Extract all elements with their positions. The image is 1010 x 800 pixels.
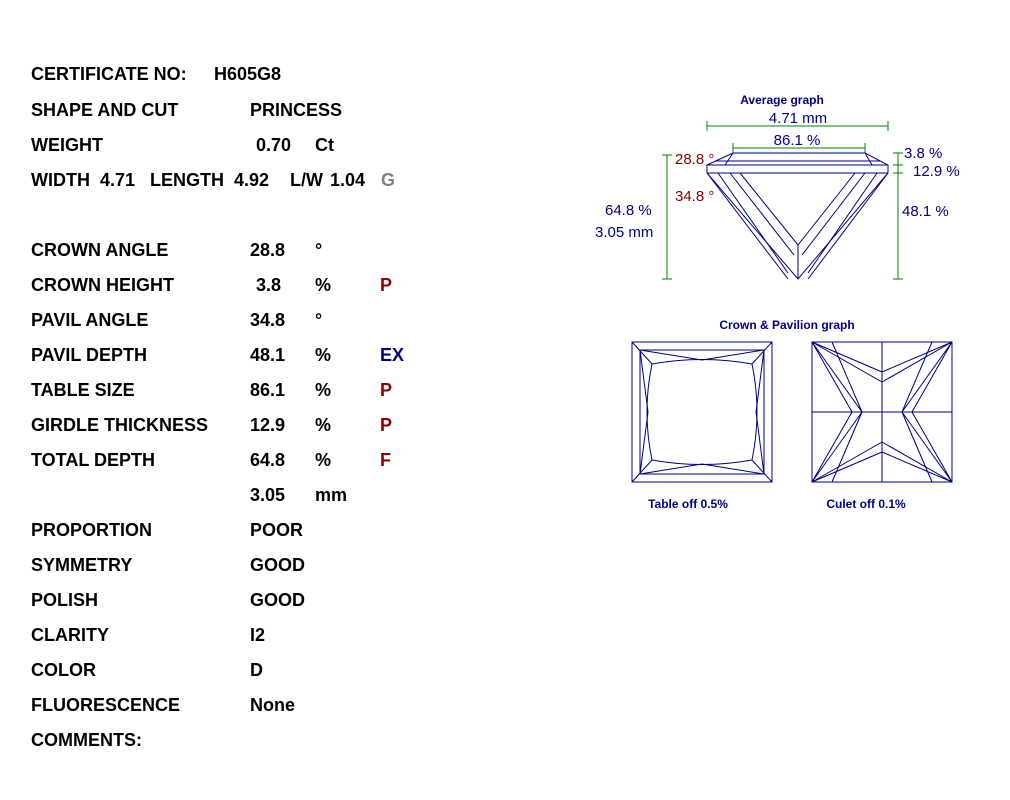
lw-grade: G — [381, 170, 396, 190]
crown-angle-label: 28.8 ° — [675, 151, 715, 168]
pavilion-angle-label: 34.8 ° — [675, 188, 715, 205]
average-graph-title: Average graph — [740, 93, 824, 107]
certificate-number: H605G8 — [214, 64, 282, 84]
crown-pavilion-title: Crown & Pavilion graph — [719, 318, 855, 332]
lw-value: 1.04 — [330, 170, 366, 190]
shape-label: SHAPE AND CUT — [31, 100, 179, 120]
total-depth-pct-label: 64.8 % — [605, 202, 652, 219]
grade-value: I2 — [250, 625, 266, 645]
measurement-unit: ° — [315, 310, 323, 330]
grade-value: D — [250, 660, 263, 680]
weight-label: WEIGHT — [31, 135, 103, 155]
grade-label: SYMMETRY — [31, 555, 133, 575]
grade-label: CLARITY — [31, 625, 109, 645]
weight-value: 0.70 — [256, 135, 292, 155]
measurement-unit: % — [315, 275, 332, 295]
measurement-label: PAVIL ANGLE — [31, 310, 149, 330]
measurement-label: GIRDLE THICKNESS — [31, 415, 209, 435]
width-value: 4.71 — [100, 170, 136, 190]
crown-height-label: 3.8 % — [904, 145, 943, 162]
width-label: WIDTH — [31, 170, 90, 190]
measurement-grade: P — [380, 275, 393, 295]
crown-top-view — [632, 342, 772, 482]
pavilion-bottom-view — [812, 342, 952, 482]
grade-label: POLISH — [31, 590, 99, 610]
length-label: LENGTH — [150, 170, 224, 190]
shape-value: PRINCESS — [250, 100, 343, 120]
pavilion-depth-label: 48.1 % — [902, 203, 949, 220]
measurement-grade: F — [380, 450, 391, 470]
measurement-value: 86.1 — [250, 380, 286, 400]
table-off-label: Table off 0.5% — [648, 497, 728, 511]
measurement-unit: % — [315, 380, 332, 400]
measurement-grade: P — [380, 415, 393, 435]
comments-label: COMMENTS: — [31, 730, 142, 750]
grade-label: COLOR — [31, 660, 96, 680]
measurement-grade: EX — [380, 345, 405, 365]
measurement-grade: P — [380, 380, 393, 400]
certificate-label: CERTIFICATE NO: — [31, 64, 187, 84]
grade-value: POOR — [250, 520, 304, 540]
measurement-value: 3.05 — [250, 485, 286, 505]
table-pct-label: 86.1 % — [773, 132, 821, 149]
measurement-unit: mm — [315, 485, 348, 505]
side-profile-diagram — [707, 153, 888, 279]
grade-label: FLUORESCENCE — [31, 695, 181, 715]
girdle-pct-label: 12.9 % — [913, 163, 960, 180]
measurement-value: 48.1 — [250, 345, 286, 365]
measurement-label: PAVIL DEPTH — [31, 345, 148, 365]
measurement-label: TABLE SIZE — [31, 380, 135, 400]
measurement-unit: % — [315, 345, 332, 365]
measurement-value: 28.8 — [250, 240, 286, 260]
measurement-label: TOTAL DEPTH — [31, 450, 156, 470]
grade-label: PROPORTION — [31, 520, 153, 540]
weight-unit: Ct — [315, 135, 334, 155]
measurement-unit: ° — [315, 240, 323, 260]
measurement-value: 34.8 — [250, 310, 286, 330]
measurement-value: 3.8 — [256, 275, 282, 295]
width-mm-label: 4.71 mm — [768, 110, 828, 127]
grade-value: GOOD — [250, 590, 306, 610]
measurement-value: 12.9 — [250, 415, 286, 435]
culet-off-label: Culet off 0.1% — [826, 497, 906, 511]
measurement-label: CROWN HEIGHT — [31, 275, 174, 295]
length-value: 4.92 — [234, 170, 270, 190]
measurement-label: CROWN ANGLE — [31, 240, 169, 260]
grade-value: None — [250, 695, 295, 715]
lw-label: L/W — [290, 170, 323, 190]
measurement-unit: % — [315, 450, 332, 470]
grade-value: GOOD — [250, 555, 306, 575]
total-depth-mm-label: 3.05 mm — [595, 224, 654, 241]
measurement-unit: % — [315, 415, 332, 435]
diamond-diagrams — [580, 85, 1000, 525]
measurement-value: 64.8 — [250, 450, 286, 470]
